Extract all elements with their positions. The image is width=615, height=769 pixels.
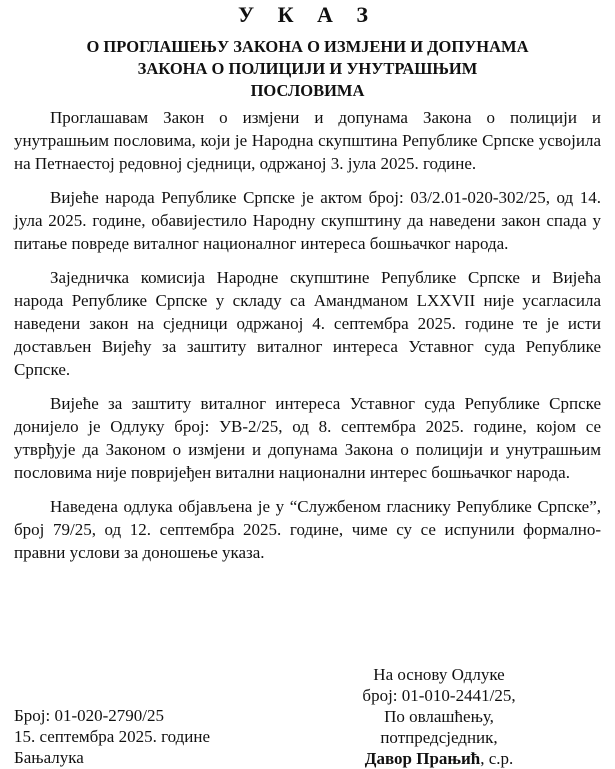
paragraph-1: Проглашавам Закон о измјени и допунама Закона о полицији и унутрашњим пословима, који је Народна скупштина Републике Српске усвојила на Петнаестој редовној сједници, одржаној 3. јула 2025. године.: [14, 108, 601, 173]
signature-block: [329, 664, 549, 769]
signatory-name: Давор Прањић: [364, 749, 481, 768]
footer-reference: [14, 705, 210, 768]
decree-body: [14, 106, 601, 575]
reference-number: Број: 01-020-2790/25: [14, 706, 165, 725]
paragraph-4: Вијеће за заштиту виталног интереса Уставног суда Републике Српске донијело је Одлуку број: УВ-2/25, од 8. септембра 2025. године, којом се утврђује да Законом о измјени и допунама Закона о полицији и унутрашњим пословима није повријеђен витални национални интерес бошњачког народа.: [14, 394, 601, 482]
decree-subtitle: [14, 36, 601, 102]
reference-date: 15. септембра 2025. године: [14, 727, 211, 746]
signature-basis: На основу Одлуке: [373, 665, 505, 684]
subtitle-line-3: ПОСЛОВИМА: [250, 81, 365, 100]
paragraph-3: Заједничка комисија Народне скупштине Републике Српске и Вијећа народа Републике Српске у складу са Амандманом LXXVII није усагласила наведени закон на сједници одржаној 4. септембра 2025. године те је исти достављен Вијећу за заштиту виталног интереса Уставног суда Републике Српске.: [14, 268, 601, 379]
decree-title: У К А З: [237, 2, 378, 27]
paragraph-5: Наведена одлука објављена је у “Службеном гласнику Републике Српске”, број 79/25, од 12. септембра 2025. године, чиме су се испунили формално-правни услови за доношење указа.: [14, 497, 601, 562]
signature-authorization: По овлашћењу,: [384, 707, 494, 726]
signature-basis-number: број: 01-010-2441/25,: [362, 686, 516, 705]
subtitle-line-2: ЗАКОНА О ПОЛИЦИЈИ И УНУТРАШЊИМ: [137, 59, 478, 78]
paragraph-2: Вијеће народа Републике Српске је актом број: 03/2.01-020-302/25, од 14. јула 2025. године, обавијестило Народну скупштину да наведени закон спада у питање повреде виталног националног интереса бошњачког народа.: [14, 188, 601, 253]
reference-place: Бањалука: [14, 748, 84, 767]
signature-role: потпредсједник,: [380, 728, 498, 747]
subtitle-line-1: О ПРОГЛАШЕЊУ ЗАКОНА О ИЗМЈЕНИ И ДОПУНАМА: [86, 37, 529, 56]
signatory-name-line: [329, 748, 549, 769]
signatory-suffix: , с.р.: [480, 749, 514, 768]
